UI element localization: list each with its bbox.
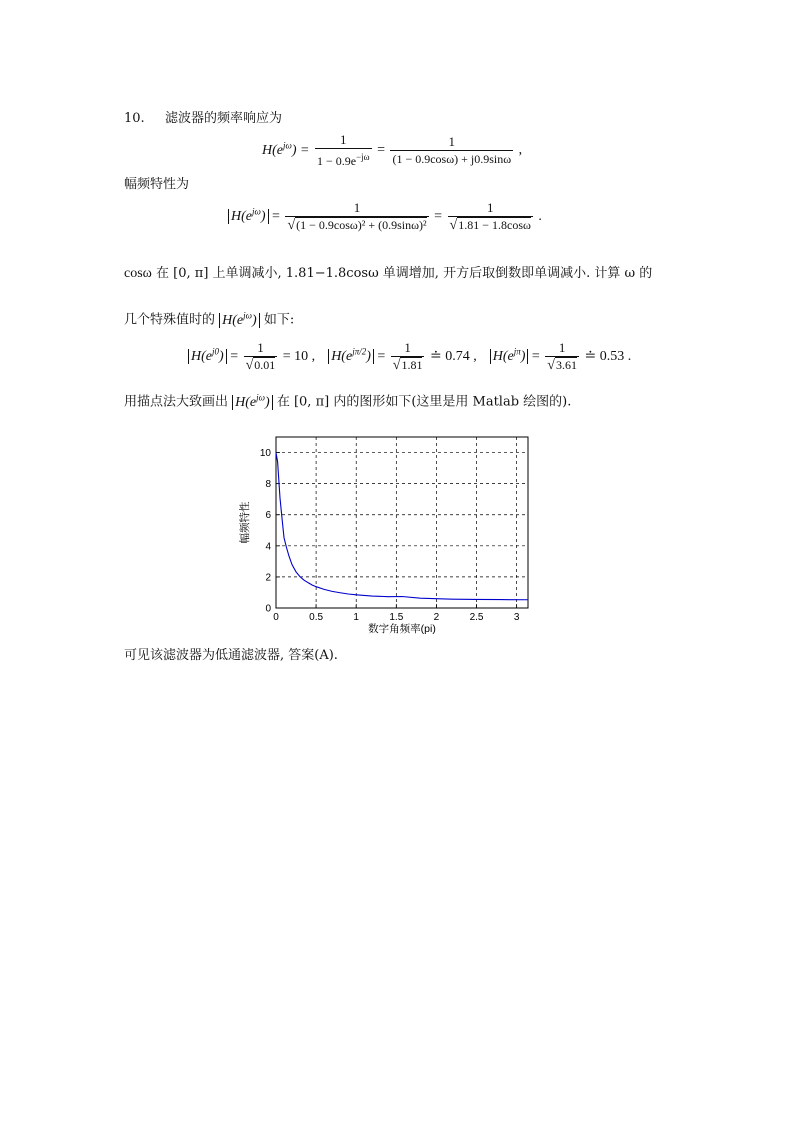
x-tick-label: 1 <box>353 612 359 623</box>
y-tick-label: 10 <box>259 448 271 460</box>
eq1-lhs: $H(e^{j\omega})$ = <box>262 140 310 158</box>
eq1-frac1: $\frac{1}{1 - 0.9e^{-j\omega}}$ <box>316 132 370 168</box>
x-axis-label: 数字角频率(pi) <box>368 623 436 635</box>
eq1-frac2: $\frac{1}{(1 - 0.9\cos\omega) + j0.9\sin\omega}$ <box>392 134 512 166</box>
x-tick-label: 3 <box>513 612 520 623</box>
problem-number: 10. <box>124 111 145 126</box>
plot-area <box>276 437 528 608</box>
x-tick-label: 0.5 <box>309 612 324 623</box>
x-tick-label: 0 <box>273 612 279 623</box>
y-tick-label: 8 <box>265 479 271 491</box>
magnitude-equation: $H(e^{j\omega})$ = $\frac{1}{\text{√(1 − 0.9cosω)² + (0.9sinω)²}}$ = $\frac{1}{√1.81 - 1.8\cos\omega}$ . <box>228 200 542 234</box>
magnitude-response-chart <box>230 425 550 645</box>
y-tick-label: 4 <box>265 541 271 553</box>
eq2-frac2: $\frac{1}{√1.81 - 1.8\cos\omega}$ <box>449 200 531 233</box>
eq2-lhs: $H(e^{j\omega})$ <box>228 209 269 224</box>
plot-description: 用描点法大致画出 $H(e^{j\omega})$ 在 [0, π] 内的图形如下(这里是用 Matlab 绘图的). <box>124 392 572 410</box>
y-tick-label: 0 <box>265 603 271 615</box>
monotonic-text: cosω 在 [0, π] 上单调减小, 1.81−1.8cosω 单调增加, 开方后取倒数即单调减小. 计算 ω 的 <box>124 266 653 281</box>
x-tick-label: 2.5 <box>469 612 484 623</box>
problem-heading <box>124 110 282 128</box>
special-values-text: 几个特殊值时的 $H(e^{j\omega})$ 如下: <box>124 310 295 328</box>
frequency-response-equation: $H(e^{j\omega})$ = $\frac{1}{1 - 0.9e^{-j\omega}}$ = $\frac{1}{(1 - 0.9\cos\omega) + j0.9\sin\omega}$ , <box>262 132 523 168</box>
y-axis-label: 幅频特性 <box>239 501 251 544</box>
problem-intro: 滤波器的频率响应为 <box>164 111 282 126</box>
eq2-frac1: $\frac{1}{\text{√(1 − 0.9cosω)² + (0.9sinω)²}}$ <box>287 200 427 233</box>
y-tick-label: 6 <box>265 510 271 522</box>
conclusion-text: 可见该滤波器为低通滤波器, 答案(A). <box>124 648 338 663</box>
special-values-equation: $H(e^{j0})$ = $\frac{1}{√0.01}$ = 10 , $H(e^{j\pi/2})$ = $\frac{1}{√1.81}$ ≐ 0.74 , $H(e^{j\pi})$ = $\frac{1}{√3.61}$ ≐ 0.53 . <box>188 340 631 374</box>
x-tick-label: 1.5 <box>389 612 404 623</box>
magnitude-label: 幅频特性为 <box>124 177 190 192</box>
y-tick-label: 2 <box>265 572 271 584</box>
x-tick-label: 2 <box>433 612 440 623</box>
